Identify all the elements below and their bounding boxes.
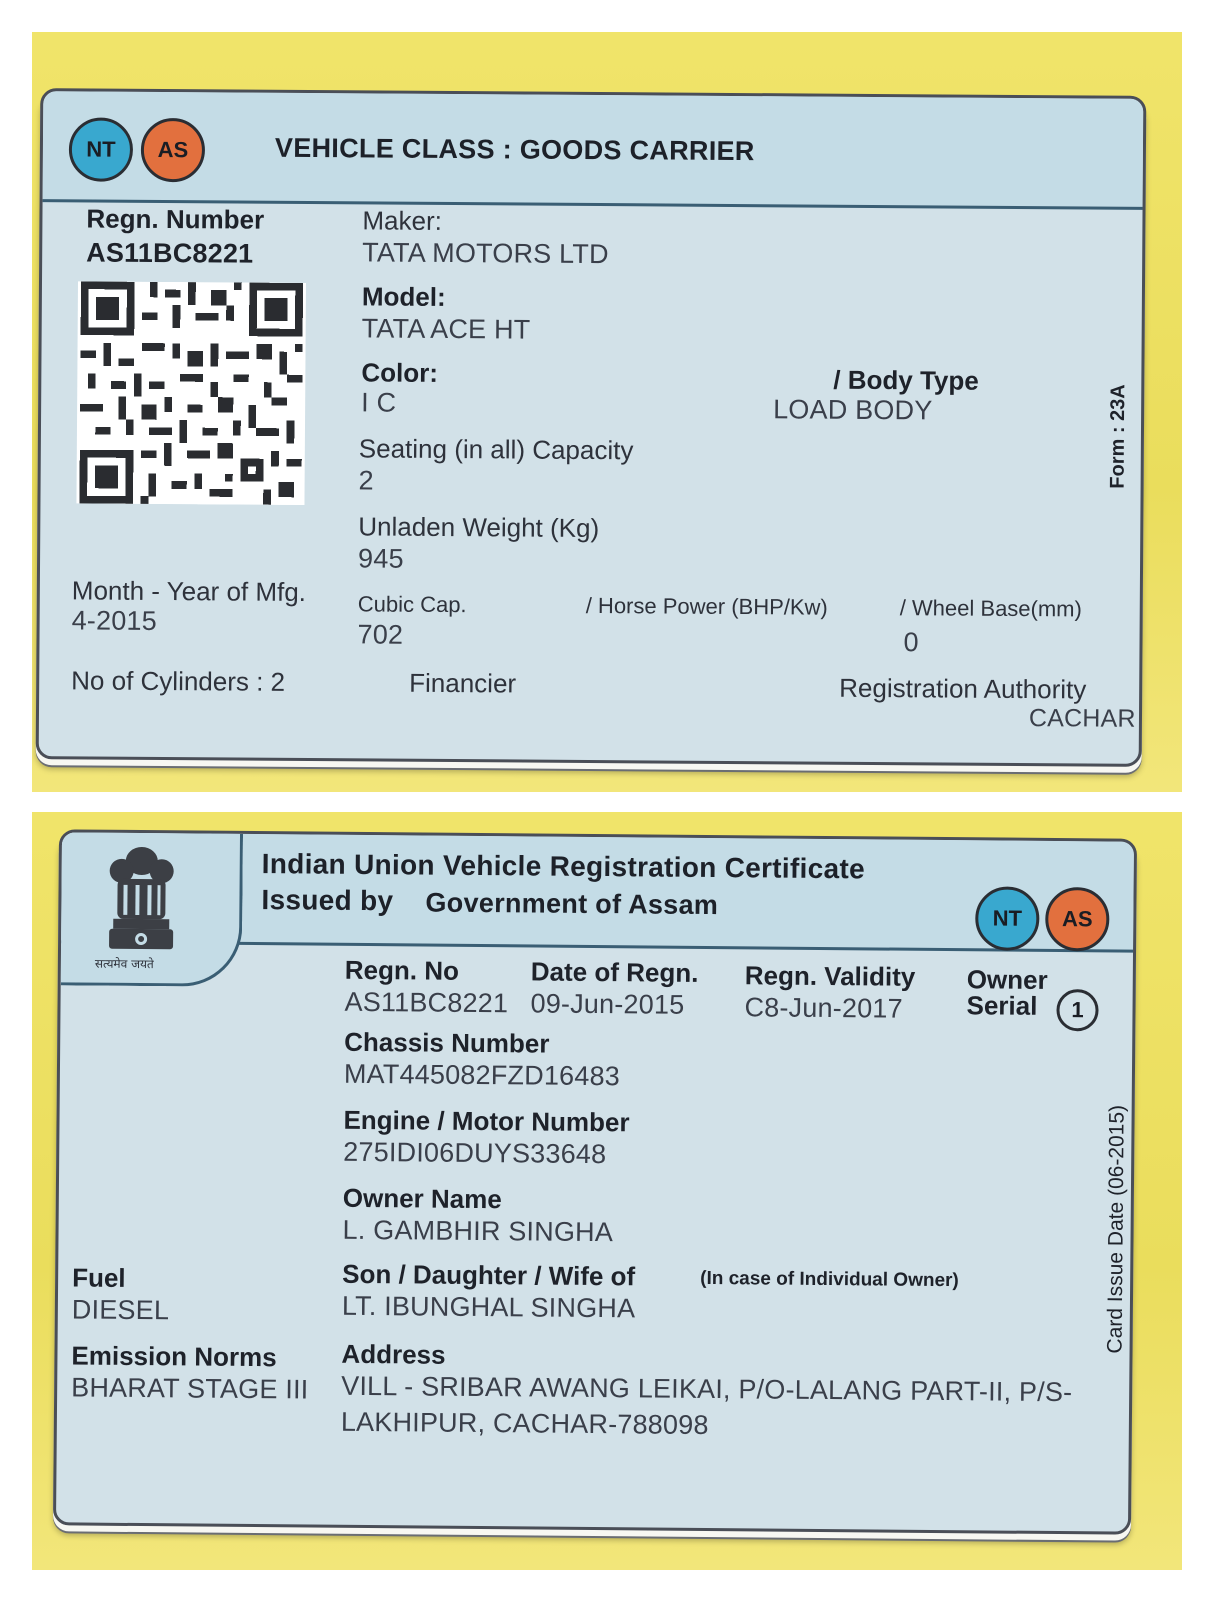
issued-by-label: Issued by xyxy=(261,884,394,917)
mfg-value: 4-2015 xyxy=(71,605,158,636)
regn-number-value: AS11BC8221 xyxy=(86,237,254,269)
chassis-number-label: Chassis Number xyxy=(344,1026,550,1059)
vehicle-class-title: VEHICLE CLASS : GOODS CARRIER xyxy=(274,132,755,167)
as-badge: AS xyxy=(1045,887,1110,952)
address-line1: VILL - SRIBAR AWANG LEIKAI, P/O-LALANG PART-II, P/S- xyxy=(341,1370,1073,1408)
card-issue-date: Card Issue Date (06-2015) xyxy=(1103,1104,1129,1354)
emission-norms-value: BHARAT STAGE III xyxy=(71,1372,309,1405)
cubic-capacity-value: 702 xyxy=(357,619,404,650)
regn-no-label: Regn. No xyxy=(344,954,460,986)
cubic-capacity-label: Cubic Cap. xyxy=(357,591,467,618)
address-line2: LAKHIPUR, CACHAR-788098 xyxy=(340,1406,709,1441)
address-label: Address xyxy=(341,1338,446,1370)
fuel-label: Fuel xyxy=(72,1262,126,1293)
color-label: Color: xyxy=(361,357,439,388)
qr-code xyxy=(76,281,306,505)
certificate-title: Indian Union Vehicle Registration Certificate xyxy=(261,848,866,885)
wheel-base-label: / Wheel Base(mm) xyxy=(899,595,1082,622)
owner-name-label: Owner Name xyxy=(342,1182,502,1215)
relation-note: (In case of Individual Owner) xyxy=(700,1267,959,1292)
model-label: Model: xyxy=(361,281,446,312)
horse-power-label: / Horse Power (BHP/Kw) xyxy=(585,592,828,620)
color-value: I C xyxy=(361,387,397,418)
owner-serial-value: 1 xyxy=(1056,989,1098,1031)
maker-label: Maker: xyxy=(362,205,443,236)
unladen-weight-value: 945 xyxy=(357,543,404,574)
nt-badge: NT xyxy=(69,117,133,181)
cylinders-text: No of Cylinders : 2 xyxy=(71,665,286,697)
regn-validity-value: C8-Jun-2017 xyxy=(744,992,903,1024)
registration-authority-value: CACHAR xyxy=(1028,704,1136,733)
back-card-photo xyxy=(32,812,1182,1570)
front-card xyxy=(36,88,1147,767)
financier-label: Financier xyxy=(409,667,517,699)
regn-validity-label: Regn. Validity xyxy=(744,960,916,992)
serial-label: Serial xyxy=(966,990,1038,1021)
fuel-value: DIESEL xyxy=(71,1294,170,1326)
registration-authority-label: Registration Authority xyxy=(839,672,1087,705)
emission-norms-label: Emission Norms xyxy=(71,1340,277,1373)
date-of-regn-label: Date of Regn. xyxy=(530,956,699,988)
emblem-panel xyxy=(61,832,243,987)
wheel-base-value: 0 xyxy=(903,627,919,658)
back-card xyxy=(53,829,1137,1534)
issuing-government: Government of Assam xyxy=(425,887,719,921)
maker-value: TATA MOTORS LTD xyxy=(362,237,609,270)
relation-label: Son / Daughter / Wife of xyxy=(342,1258,636,1292)
as-badge: AS xyxy=(141,118,205,182)
regn-no-value: AS11BC8221 xyxy=(344,986,509,1019)
relation-value: LT. IBUNGHAL SINGHA xyxy=(341,1290,636,1324)
owner-label: Owner xyxy=(966,964,1048,995)
engine-number-label: Engine / Motor Number xyxy=(343,1104,630,1138)
mfg-label: Month - Year of Mfg. xyxy=(71,575,307,608)
form-number: Form : 23A xyxy=(1106,384,1130,489)
emblem-caption: सत्यमेव जयते xyxy=(94,956,154,972)
front-card-photo xyxy=(32,32,1182,792)
seating-label: Seating (in all) Capacity xyxy=(358,433,634,466)
owner-name-value: L. GAMBHIR SINGHA xyxy=(342,1214,614,1248)
regn-number-label: Regn. Number xyxy=(86,203,265,235)
body-type-value: LOAD BODY xyxy=(773,394,933,426)
body-type-label: / Body Type xyxy=(833,364,979,396)
national-emblem-icon xyxy=(91,841,192,956)
unladen-weight-label: Unladen Weight (Kg) xyxy=(358,511,600,544)
chassis-number-value: MAT445082FZD16483 xyxy=(343,1058,621,1092)
date-of-regn-value: 09-Jun-2015 xyxy=(530,988,685,1020)
seating-value: 2 xyxy=(358,465,374,496)
nt-badge: NT xyxy=(975,886,1040,951)
model-value: TATA ACE HT xyxy=(361,313,531,345)
engine-number-value: 275IDI06DUYS33648 xyxy=(343,1136,607,1170)
